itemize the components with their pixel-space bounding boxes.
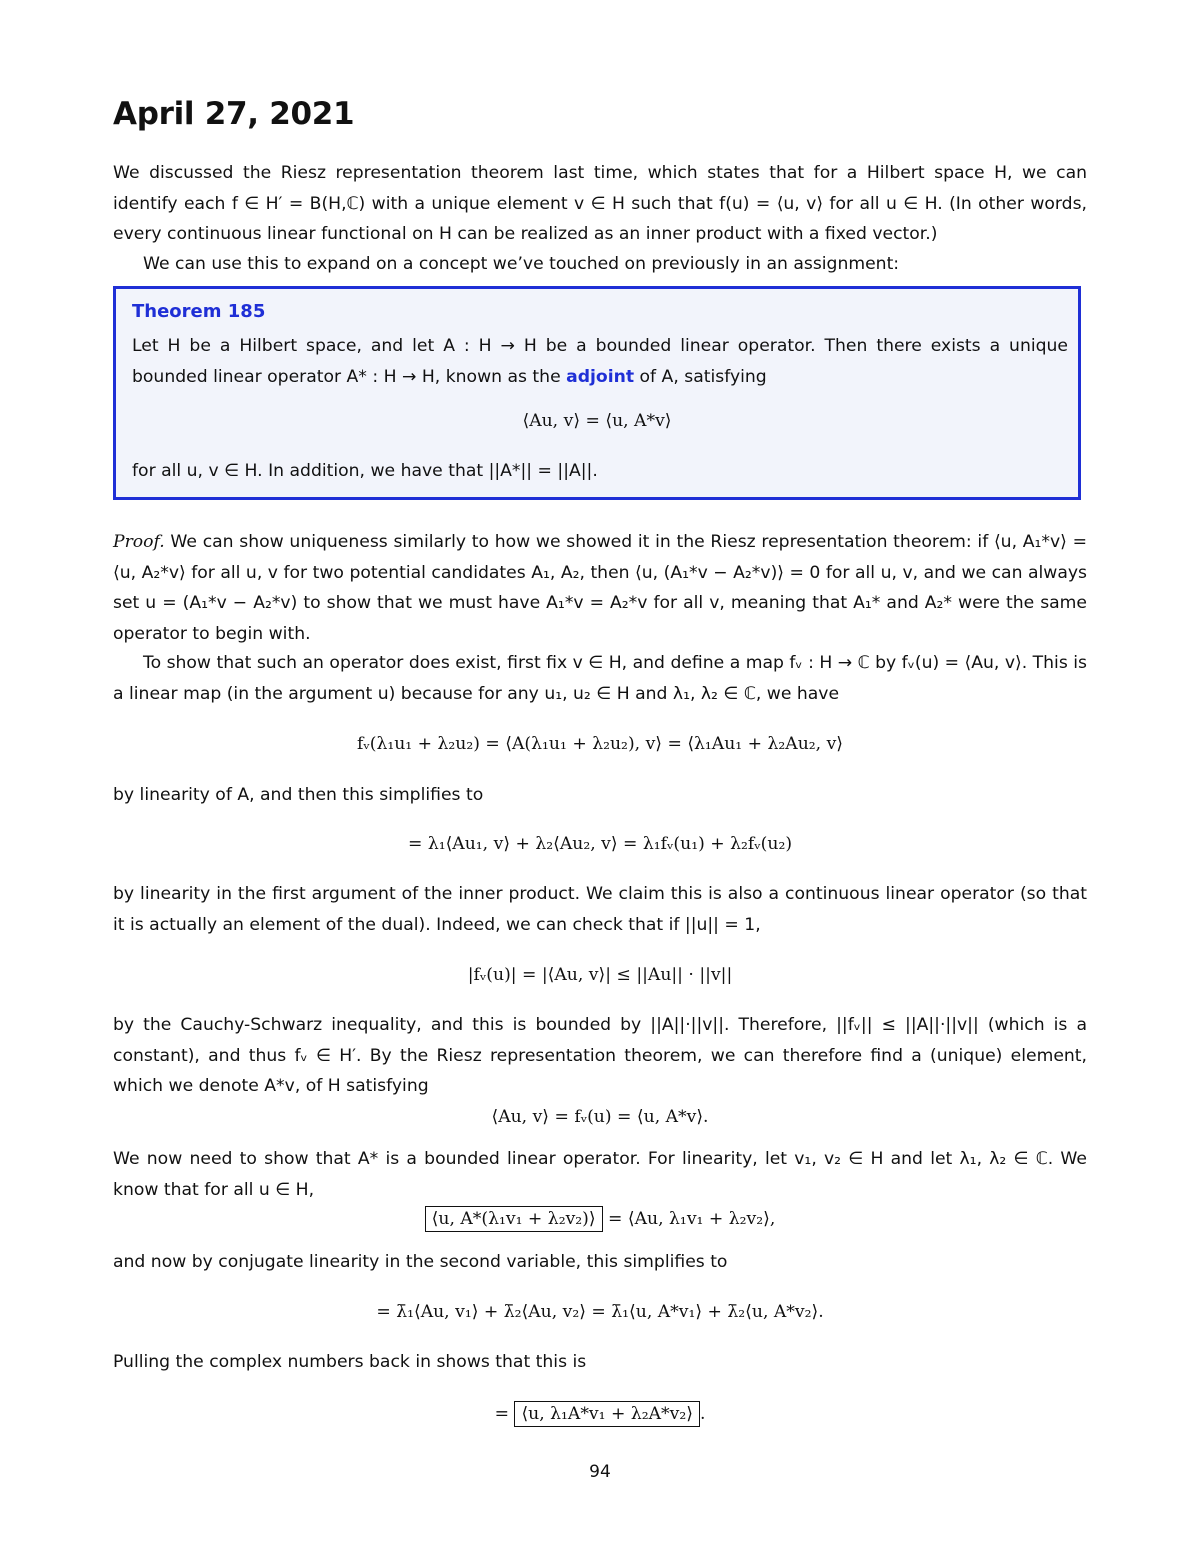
equation-5-rest: = ⟨Au, λ₁v₁ + λ₂v₂⟩, [602,1209,776,1229]
proof-paragraph-1 [113,527,1087,649]
equation-7 [113,1400,1087,1428]
intro-paragraph: We discussed the Riesz representation theorem last time, which states that for a Hilbert space H, we can identify each f ∈ H′ = B(H,ℂ) with a unique element v ∈ H such that f(u) = ⟨u, v⟩ for all u ∈ H. (In other words, every continuous linear functional on H can be realized as an inner product with a fixed vector.) [113,163,1087,244]
equation-2: = λ₁⟨Au₁, v⟩ + λ₂⟨Au₂, v⟩ = λ₁fᵥ(u₁) + λ₂fᵥ(u₂) [407,834,793,854]
proof-paragraph-7: and now by conjugate linearity in the second variable, this simplifies to [113,1252,728,1272]
equation-4: ⟨Au, v⟩ = fᵥ(u) = ⟨u, A*v⟩. [491,1107,709,1127]
theorem-statement [132,331,1068,393]
equation-3: |fᵥ(u)| = |⟨Au, v⟩| ≤ ||Au|| · ||v|| [467,965,733,985]
proof-paragraph-6: We now need to show that A* is a bounded linear operator. For linearity, let v₁, v₂ ∈ H and let λ₁, λ₂ ∈ ℂ. We know that for all u ∈ H, [113,1149,1087,1200]
theorem-box [113,286,1081,500]
theorem-title: Theorem 185 [132,301,266,322]
equation-7-post: . [699,1404,706,1424]
page-title: April 27, 2021 [113,96,355,132]
theorem-equation: ⟨Au, v⟩ = ⟨u, A*v⟩ [522,411,672,431]
proof-paragraph-8: Pulling the complex numbers back in shows that this is [113,1352,587,1372]
proof-text-1: We can show uniqueness similarly to how we showed it in the Riesz representation theorem: if ⟨u, A₁*v⟩ = ⟨u, A₂*v⟩ for all u, v for two potential candidates A₁, A₂, then ⟨u, (A₁*v − A₂*v)⟩ = 0 for all u, v, and we can always set u = (A₁*v − A₂*v) to show that we must have A₁*v = A₂*v for all v, meaning that A₁* and A₂* were the same operator to begin with. [113,532,1087,644]
intro-lead-paragraph: We can use this to expand on a concept we’ve touched on previously in an assignment: [143,254,900,274]
proof-label: Proof. [113,532,165,552]
equation-6: = λ̄₁⟨Au, v₁⟩ + λ̄₂⟨Au, v₂⟩ = λ̄₁⟨u, A*v₁⟩ + λ̄₂⟨u, A*v₂⟩. [376,1302,824,1322]
equation-7-pre: = [494,1404,515,1424]
equation-5 [113,1205,1087,1233]
proof-paragraph-2: To show that such an operator does exist, first fix v ∈ H, and define a map fᵥ : H → ℂ by fᵥ(u) = ⟨Au, v⟩. This is a linear map (in the argument u) because for any u₁, u₂ ∈ H and λ₁, λ₂ ∈ ℂ, we have [113,653,1087,704]
page-number: 94 [589,1462,611,1482]
theorem-statement-pre: Let H be a Hilbert space, and let A : H → H be a bounded linear operator. Then there exists a unique bounded linear operator A* : H → H, known as the [132,336,1068,387]
boxed-expression-2: ⟨u, λ₁A*v₁ + λ₂A*v₂⟩ [514,1401,700,1427]
proof-paragraph-5: by the Cauchy-Schwarz inequality, and this is bounded by ||A||·||v||. Therefore, ||fᵥ|| ≤ ||A||·||v|| (which is a constant), and thus fᵥ ∈ H′. By the Riesz representation theorem, we can therefore find a (unique) element, which we denote A*v, of H satisfying [113,1015,1087,1096]
boxed-expression-1: ⟨u, A*(λ₁v₁ + λ₂v₂)⟩ [425,1206,603,1232]
proof-paragraph-4: by linearity in the first argument of the inner product. We claim this is also a continuous linear operator (so that it is actually an element of the dual). Indeed, we can check that if ||u|| = 1, [113,884,1087,935]
theorem-tail: for all u, v ∈ H. In addition, we have that ||A*|| = ||A||. [132,461,598,481]
proof-paragraph-3: by linearity of A, and then this simplifies to [113,785,484,805]
theorem-keyword-adjoint: adjoint [566,367,635,387]
equation-1: fᵥ(λ₁u₁ + λ₂u₂) = ⟨A(λ₁u₁ + λ₂u₂), v⟩ = ⟨λ₁Au₁ + λ₂Au₂, v⟩ [356,734,844,754]
theorem-statement-post: of A, satisfying [634,367,767,387]
